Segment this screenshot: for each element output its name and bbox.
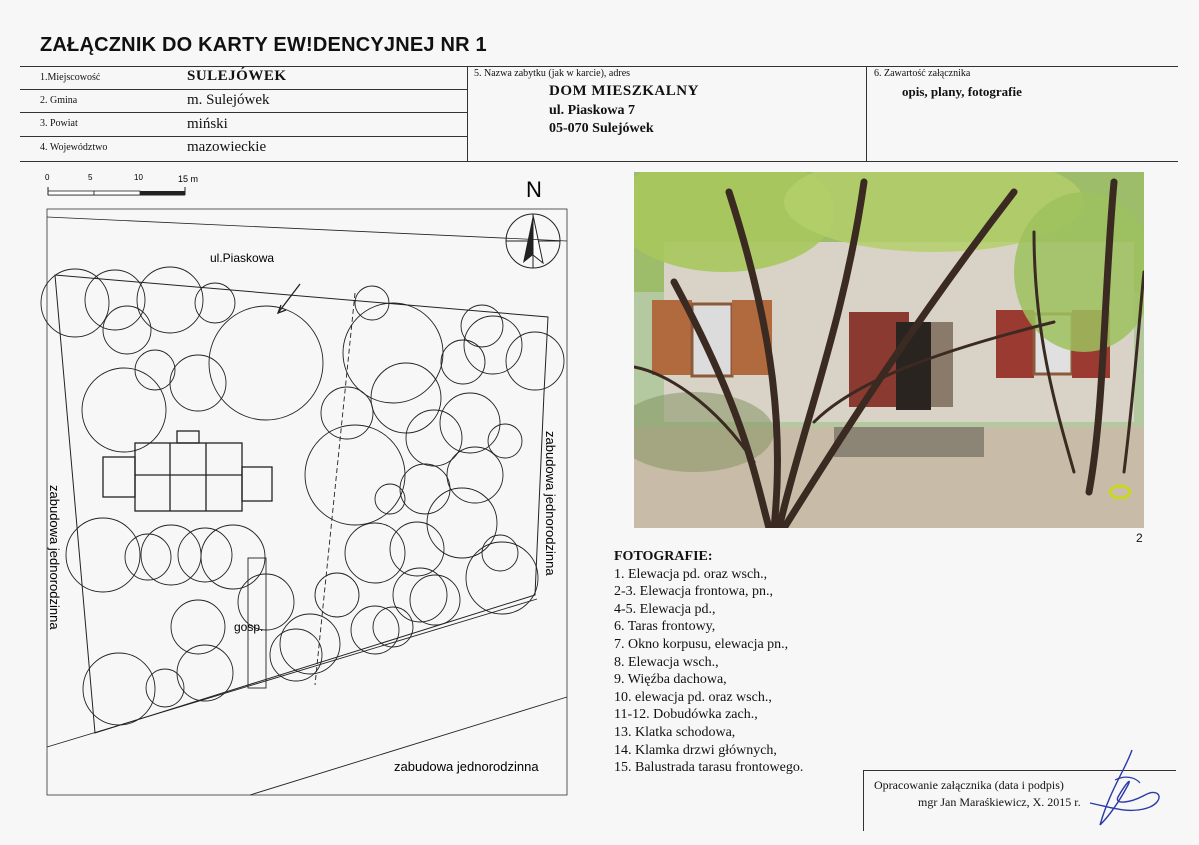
signature-name: mgr Jan Maraśkiewicz, X. 2015 r. bbox=[918, 795, 1081, 809]
monument-name: DOM MIESZKALNY bbox=[549, 83, 699, 99]
photos-list bbox=[614, 548, 803, 777]
row-rule-1 bbox=[20, 89, 467, 90]
west-neighbour-label: zabudowa jednorodzinna bbox=[47, 485, 62, 630]
field-value-gmina: m. Sulejówek bbox=[187, 92, 270, 108]
field-value-wojewodztwo: mazowieckie bbox=[187, 139, 267, 155]
table-bottom-rule bbox=[20, 161, 1178, 162]
east-neighbour-label: zabudowa jednorodzinna bbox=[543, 431, 558, 576]
monument-city: 05-070 Sulejówek bbox=[549, 121, 654, 136]
attachment-content: opis, plany, fotografie bbox=[902, 84, 1022, 99]
field-label-wojewodztwo: 4. Województwo bbox=[40, 142, 108, 153]
field-label-miejscowosc: 1.Miejscowość bbox=[40, 72, 101, 83]
table-top-rule bbox=[20, 66, 1178, 67]
page-title: ZAŁĄCZNIK DO KARTY EW!DENCYJNEJ NR 1 bbox=[40, 34, 487, 56]
photos-item: 14. Klamka drzwi głównych, bbox=[614, 742, 777, 758]
field-label-gmina: 2. Gmina bbox=[40, 95, 78, 106]
photos-item: 2-3. Elewacja frontowa, pn., bbox=[614, 584, 773, 600]
north-label: N bbox=[526, 177, 542, 202]
scale-tick-15: 15 m bbox=[178, 174, 199, 184]
col-rule-1 bbox=[467, 66, 468, 161]
house bbox=[103, 431, 272, 511]
monument-label: 5. Nazwa zabytku (jak w karcie), adres bbox=[474, 68, 631, 79]
photos-item: 10. elewacja pd. oraz wsch., bbox=[614, 689, 772, 705]
site-plan bbox=[20, 165, 580, 805]
scale-tick-5: 5 bbox=[88, 173, 93, 182]
photos-item: 1. Elewacja pd. oraz wsch., bbox=[614, 566, 768, 582]
attachment-label: 6. Zawartość załącznika bbox=[874, 68, 971, 79]
outbuilding-label: gosp. bbox=[234, 620, 264, 634]
photos-item: 9. Więźba dachowa, bbox=[614, 672, 727, 688]
trees bbox=[41, 267, 564, 725]
field-value-powiat: miński bbox=[187, 116, 228, 132]
photo-number: 2 bbox=[1136, 531, 1143, 545]
photos-item: 15. Balustrada tarasu frontowego. bbox=[614, 760, 804, 776]
scale-bar bbox=[45, 173, 198, 195]
street-label: ul.Piaskowa bbox=[210, 251, 275, 265]
scale-tick-10: 10 bbox=[134, 173, 143, 182]
signature-label: Opracowanie załącznika (data i podpis) bbox=[874, 778, 1064, 792]
south-neighbour-label: zabudowa jednorodzinna bbox=[394, 759, 539, 774]
photos-item: 11-12. Dobudówka zach., bbox=[614, 707, 758, 723]
photos-item: 4-5. Elewacja pd., bbox=[614, 601, 716, 617]
handwritten-signature bbox=[1070, 745, 1170, 840]
north-arrow bbox=[506, 177, 560, 268]
field-value-miejscowosc: SULEJÓWEK bbox=[187, 68, 287, 84]
photograph bbox=[634, 172, 1144, 528]
photos-item: 7. Okno korpusu, elewacja pn., bbox=[614, 636, 789, 652]
field-label-powiat: 3. Powiat bbox=[40, 118, 78, 129]
col-rule-2 bbox=[866, 66, 867, 161]
photos-heading: FOTOGRAFIE: bbox=[614, 549, 713, 564]
photos-item: 13. Klatka schodowa, bbox=[614, 724, 736, 740]
photos-item: 6. Taras frontowy, bbox=[614, 619, 716, 635]
monument-street: ul. Piaskowa 7 bbox=[549, 103, 635, 118]
row-rule-2 bbox=[20, 112, 467, 113]
photos-item: 8. Elewacja wsch., bbox=[614, 654, 719, 670]
row-rule-3 bbox=[20, 136, 467, 137]
scale-tick-0: 0 bbox=[45, 173, 50, 182]
